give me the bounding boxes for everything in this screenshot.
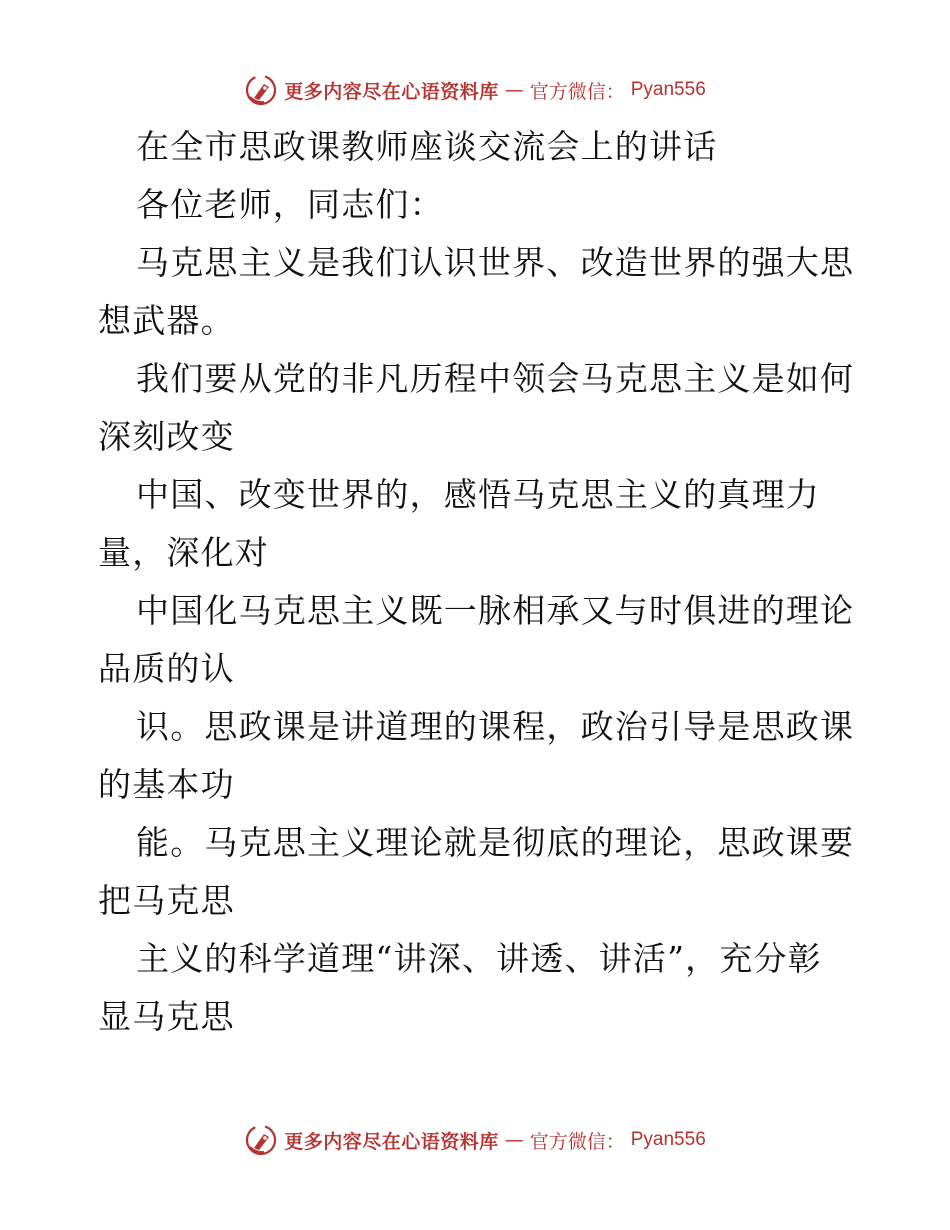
header-brand-text: 更多内容尽在心语资料库 (284, 80, 499, 103)
paragraph-line: 品质的认 (98, 649, 235, 688)
paragraph-line: 马克思主义是我们认识世界、改造世界的强大思 (136, 243, 855, 282)
footer-brand-text: 更多内容尽在心语资料库 (284, 1130, 499, 1153)
document-salutation: 各位老师，同志们： (136, 185, 444, 224)
paragraph-line: 的基本功 (98, 765, 235, 804)
paragraph-line: 识。思政课是讲道理的课程，政治引导是思政课 (136, 707, 855, 746)
paragraph-line: 主义的科学道理“讲深、讲透、讲活”，充分彰 (136, 939, 822, 978)
footer-dash: — (504, 1129, 524, 1151)
footer-banner (0, 1120, 950, 1160)
paragraph-line: 中国、改变世界的，感悟马克思主义的真理力 (136, 475, 820, 514)
paragraph-line: 把马克思 (98, 881, 235, 920)
pen-nib-circle-icon (244, 1123, 278, 1157)
paragraph-line: 能。马克思主义理论就是彻底的理论，思政课要 (136, 823, 855, 862)
header-wechat-id: Pyan556 (630, 79, 706, 100)
paragraph-line: 想武器。 (98, 301, 235, 340)
footer-wechat-label: 官方微信： (529, 1130, 625, 1153)
header-wechat-label: 官方微信： (529, 80, 625, 103)
paragraph-line: 量，深化对 (98, 533, 269, 572)
paragraph-line: 我们要从党的非凡历程中领会马克思主义是如何 (136, 359, 855, 398)
paragraph-line: 深刻改变 (98, 417, 235, 456)
header-dash: — (504, 79, 524, 101)
document-body (98, 118, 858, 1046)
paragraph-line: 中国化马克思主义既一脉相承又与时俱进的理论 (136, 591, 855, 630)
header-banner (0, 70, 950, 110)
footer-wechat-id: Pyan556 (630, 1129, 706, 1150)
document-title: 在全市思政课教师座谈交流会上的讲话 (136, 127, 718, 166)
paragraph-line: 显马克思 (98, 997, 235, 1036)
pen-nib-circle-icon (244, 73, 278, 107)
